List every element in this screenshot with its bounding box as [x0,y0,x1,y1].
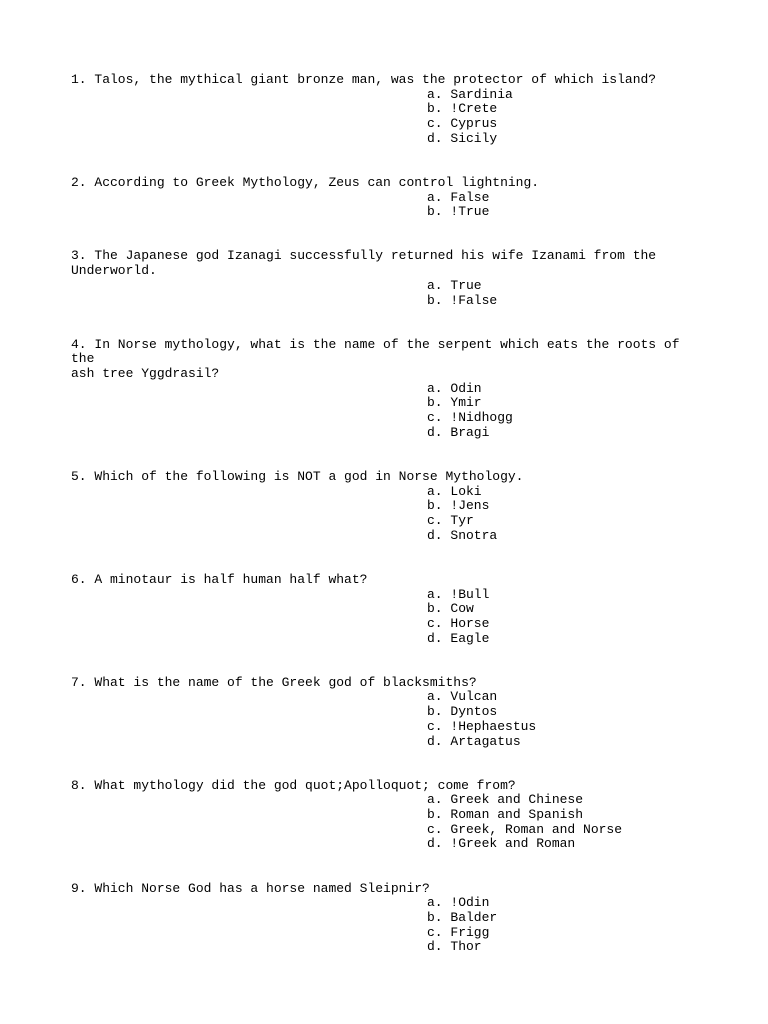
answer-options [427,191,701,220]
answer-option: a. Greek and Chinese [427,792,584,808]
question-3 [71,249,701,308]
answer-options [427,588,701,647]
question-text: 2. According to Greek Mythology, Zeus can control lightning. [71,174,540,190]
question-text: 7. What is the name of the Greek god of blacksmiths? [71,674,477,690]
answer-option: a. Vulcan [427,689,498,705]
answer-option: d. Snotra [427,527,498,543]
answer-option: c. Horse [427,615,490,631]
answer-option: c. Frigg [427,924,490,940]
answer-options [427,896,701,955]
answer-option: a. Sardinia [427,86,513,102]
spacer [71,441,701,470]
answer-option: b. Cow [427,601,474,617]
question-8 [71,779,701,853]
answer-option: c. Greek, Roman and Norse [427,821,623,837]
answer-option: c. Cyprus [427,116,498,132]
spacer [71,308,701,337]
question-2 [71,176,701,220]
answer-option: b. !Jens [427,498,490,514]
answer-options [427,793,701,852]
answer-option: b. !False [427,292,498,308]
answer-option: c. Tyr [427,513,474,529]
answer-option: d. Eagle [427,630,490,646]
spacer [71,147,701,176]
answer-option: a. Loki [427,483,482,499]
answer-options [427,88,701,147]
answer-options [427,382,701,441]
spacer [71,543,701,572]
question-text: 4. In Norse mythology, what is the name of the serpent which eats the roots of the ash tree Yggdrasil? [71,336,680,382]
answer-options [427,485,701,544]
question-text: 8. What mythology did the god quot;Apolloquot; come from? [71,777,516,793]
answer-option: d. Thor [427,939,482,955]
spacer [71,852,701,881]
answer-option: a. !Odin [427,895,490,911]
question-5 [71,470,701,544]
question-text: 9. Which Norse God has a horse named Sleipnir? [71,880,430,896]
answer-option: c. !Hephaestus [427,718,537,734]
question-4 [71,338,701,441]
answer-option: d. Sicily [427,130,498,146]
answer-option: b. Balder [427,909,498,925]
question-text: 1. Talos, the mythical giant bronze man, was the protector of which island? [71,72,657,87]
answer-option: d. Bragi [427,424,490,440]
answer-option: b. Ymir [427,395,482,411]
answer-option: d. Artagatus [427,733,521,749]
answer-option: a. False [427,189,490,205]
spacer [71,220,701,249]
answer-option: c. !Nidhogg [427,410,513,426]
question-1 [71,73,701,147]
answer-option: a. Odin [427,380,482,396]
answer-option: a. True [427,277,482,293]
answer-option: b. !Crete [427,101,498,117]
question-6 [71,573,701,647]
answer-options [427,690,701,749]
question-text: 5. Which of the following is NOT a god in Norse Mythology. [71,468,524,484]
answer-options [427,279,701,308]
question-text: 3. The Japanese god Izanagi successfully returned his wife Izanami from the Underworld. [71,248,657,279]
spacer [71,646,701,675]
answer-option: b. !True [427,204,490,220]
quiz-document [71,73,701,955]
answer-option: d. !Greek and Roman [427,836,576,852]
question-9 [71,882,701,956]
answer-option: b. Dyntos [427,704,498,720]
answer-option: b. Roman and Spanish [427,807,584,823]
question-7 [71,676,701,750]
spacer [71,749,701,778]
answer-option: a. !Bull [427,586,490,602]
question-text: 6. A minotaur is half human half what? [71,571,368,587]
